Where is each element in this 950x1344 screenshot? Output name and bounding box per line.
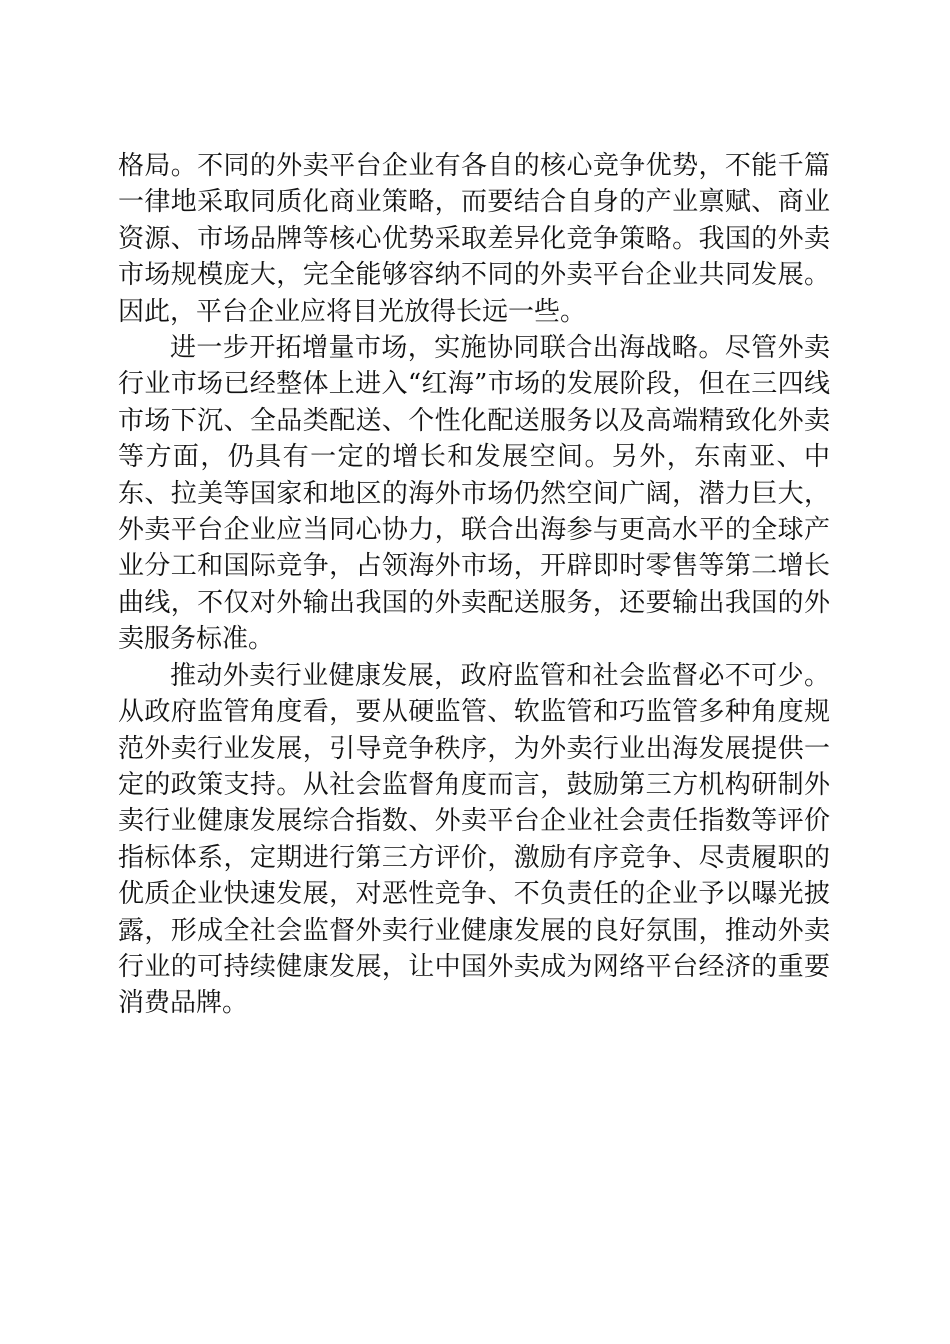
paragraph-overseas-strategy: 进一步开拓增量市场，实施协同联合出海战略。尽管外卖行业市场已经整体上进入“红海”市场的发展阶段，但在三四线市场下沉、全品类配送、个性化配送服务以及高端精致化外卖等方面，仍具有一定的增长和发展空间。另外，东南亚、中东、拉美等国家和地区的海外市场仍然空间广阔，潜力巨大，外卖平台企业应当同心协力，联合出海参与更高水平的全球产业分工和国际竞争，占领海外市场，开辟即时零售等第二增长曲线，不仅对外输出我国的外卖配送服务，还要输出我国的外卖服务标准。	[118, 333, 830, 655]
paragraph-regulation-supervision: 推动外卖行业健康发展，政府监管和社会监督必不可少。从政府监管角度看，要从硬监管、软监管和巧监管多种角度规范外卖行业发展，引导竞争秩序，为外卖行业出海发展提供一定的政策支持。从社会监督角度而言，鼓励第三方机构研制外卖行业健康发展综合指数、外卖平台企业社会责任指数等评价指标体系，定期进行第三方评价，激励有序竞争、尽责履职的优质企业快速发展，对恶性竞争、不负责任的企业予以曝光披露，形成全社会监督外卖行业健康发展的良好氛围，推动外卖行业的可持续健康发展，让中国外卖成为网络平台经济的重要消费品牌。	[118, 660, 830, 1019]
document-body	[118, 148, 830, 1022]
paragraph-continuation: 格局。不同的外卖平台企业有各自的核心竞争优势，不能千篇一律地采取同质化商业策略，而要结合自身的产业禀赋、商业资源、市场品牌等核心优势采取差异化竞争策略。我国的外卖市场规模庞大，完全能够容纳不同的外卖平台企业共同发展。因此，平台企业应将目光放得长远一些。	[118, 151, 830, 327]
